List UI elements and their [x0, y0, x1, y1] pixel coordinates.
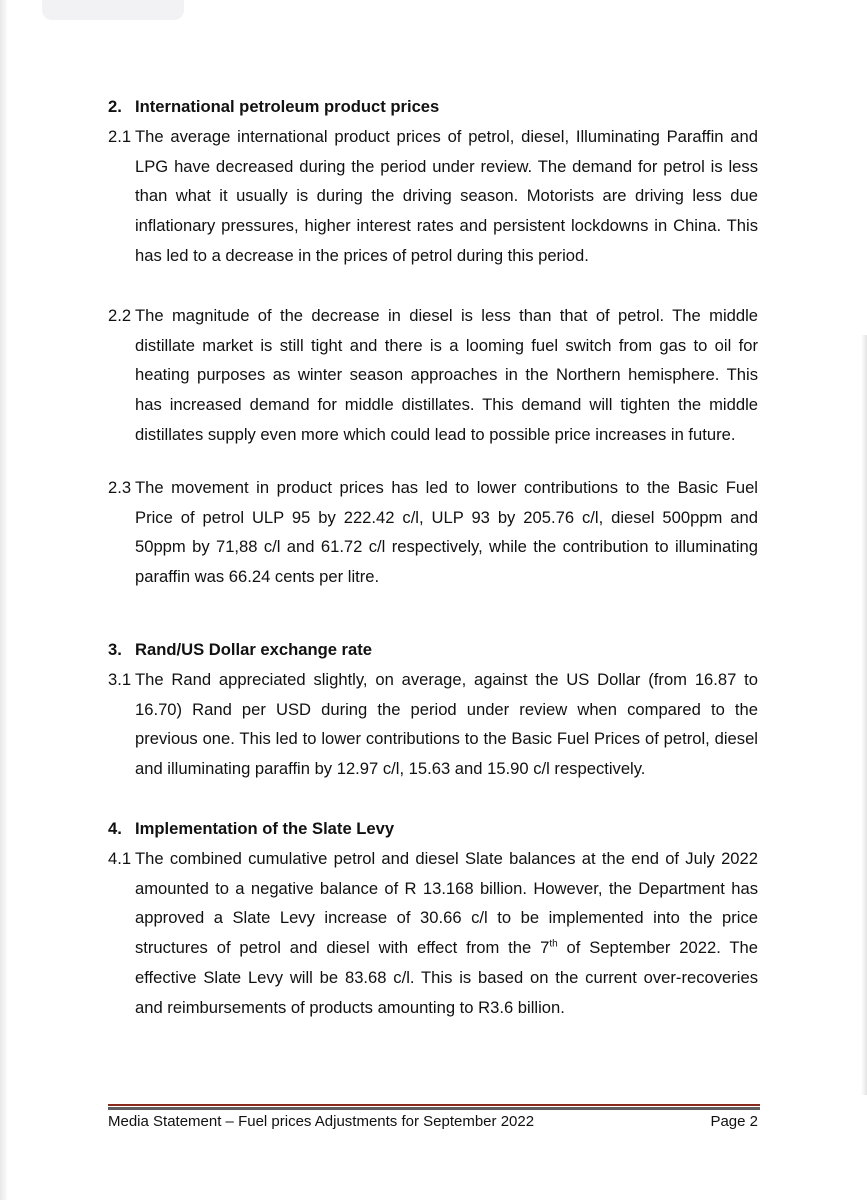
- section-heading-3: [108, 635, 758, 665]
- ordinal-superscript: th: [549, 938, 558, 950]
- document-body: [108, 92, 758, 1023]
- paragraph-text: The average international product prices of petrol, diesel, Illuminating Paraffin and LPG have decreased during the period under review. The demand for petrol is less than what it usually is during the driving season. Motorists are driving less due inflationary pressures, higher interest rates and persistent lockdowns in China. This has led to a decrease in the prices of petrol during this period.: [135, 126, 758, 265]
- paragraph-text: The movement in product prices has led to lower contributions to the Basic Fuel Price of petrol ULP 95 by 222.42 c/l, ULP 93 by 205.76 c/l, diesel 500ppm and 50ppm by 71,88 c/l and 61.72 c/l respectively, while the contribution to illuminating paraffin was 66.24 cents per litre.: [135, 477, 758, 587]
- scroll-edge-shadow: [861, 335, 867, 1095]
- section-title: Rand/US Dollar exchange rate: [135, 639, 372, 659]
- section-heading-2: [108, 92, 758, 122]
- section-heading-4: [108, 814, 758, 844]
- footer-rule: [108, 1104, 760, 1111]
- page-footer: [108, 1113, 758, 1130]
- paragraph-text-part: The combined cumulative petrol and diesel Slate balances at the end of July 2022 amounted to a negative balance of R 13.168 billion. However, the Department has approved a Slate Levy increase of 30.66 c/l to be implemented into the price structures of petrol and diesel with effect from the 7: [135, 848, 758, 958]
- paragraph-2-3: [108, 473, 758, 592]
- paragraph-number: 4.1: [108, 848, 132, 868]
- paragraph-text: [135, 844, 758, 1023]
- page-number: Page 2: [710, 1113, 758, 1130]
- paragraph-number: 2.1: [108, 126, 132, 146]
- section-title: International petroleum product prices: [135, 97, 440, 116]
- paragraph-2-2: [108, 301, 758, 450]
- section-number: 3.: [108, 639, 122, 659]
- top-overlay-tab: [42, 0, 184, 20]
- paragraph-number: 2.3: [108, 477, 132, 497]
- footer-title: Media Statement – Fuel prices Adjustments for September 2022: [108, 1113, 535, 1130]
- paragraph-2-1: [108, 122, 758, 271]
- paragraph-3-1: [108, 665, 758, 784]
- paragraph-text: The Rand appreciated slightly, on average, against the US Dollar (from 16.87 to 16.70) Rand per USD during the period under review when compared to the previous one. This led to lower contributions to the Basic Fuel Prices of petrol, diesel and illuminating paraffin by 12.97 c/l, 15.63 and 15.90 c/l respectively.: [135, 669, 758, 779]
- page-edge-shadow: [0, 0, 8, 1200]
- paragraph-number: 3.1: [108, 669, 132, 689]
- section-number: 4.: [108, 818, 122, 838]
- paragraph-text-part: of September 2022. The effective Slate Levy will be 83.68 c/l. This is based on the current over-recoveries and reimbursements of products amounting to R3.6 billion.: [135, 938, 758, 1017]
- section-number: 2.: [108, 97, 122, 116]
- paragraph-text: The magnitude of the decrease in diesel is less than that of petrol. The middle distillate market is still tight and there is a looming fuel switch from gas to oil for heating purposes as winter season approaches in the Northern hemisphere. This has increased demand for middle distillates. This demand will tighten the middle distillates supply even more which could lead to possible price increases in future.: [135, 305, 758, 444]
- footer-rule-bottom: [108, 1107, 760, 1110]
- paragraph-4-1: [108, 844, 758, 1023]
- paragraph-number: 2.2: [108, 305, 132, 325]
- section-title: Implementation of the Slate Levy: [135, 818, 395, 838]
